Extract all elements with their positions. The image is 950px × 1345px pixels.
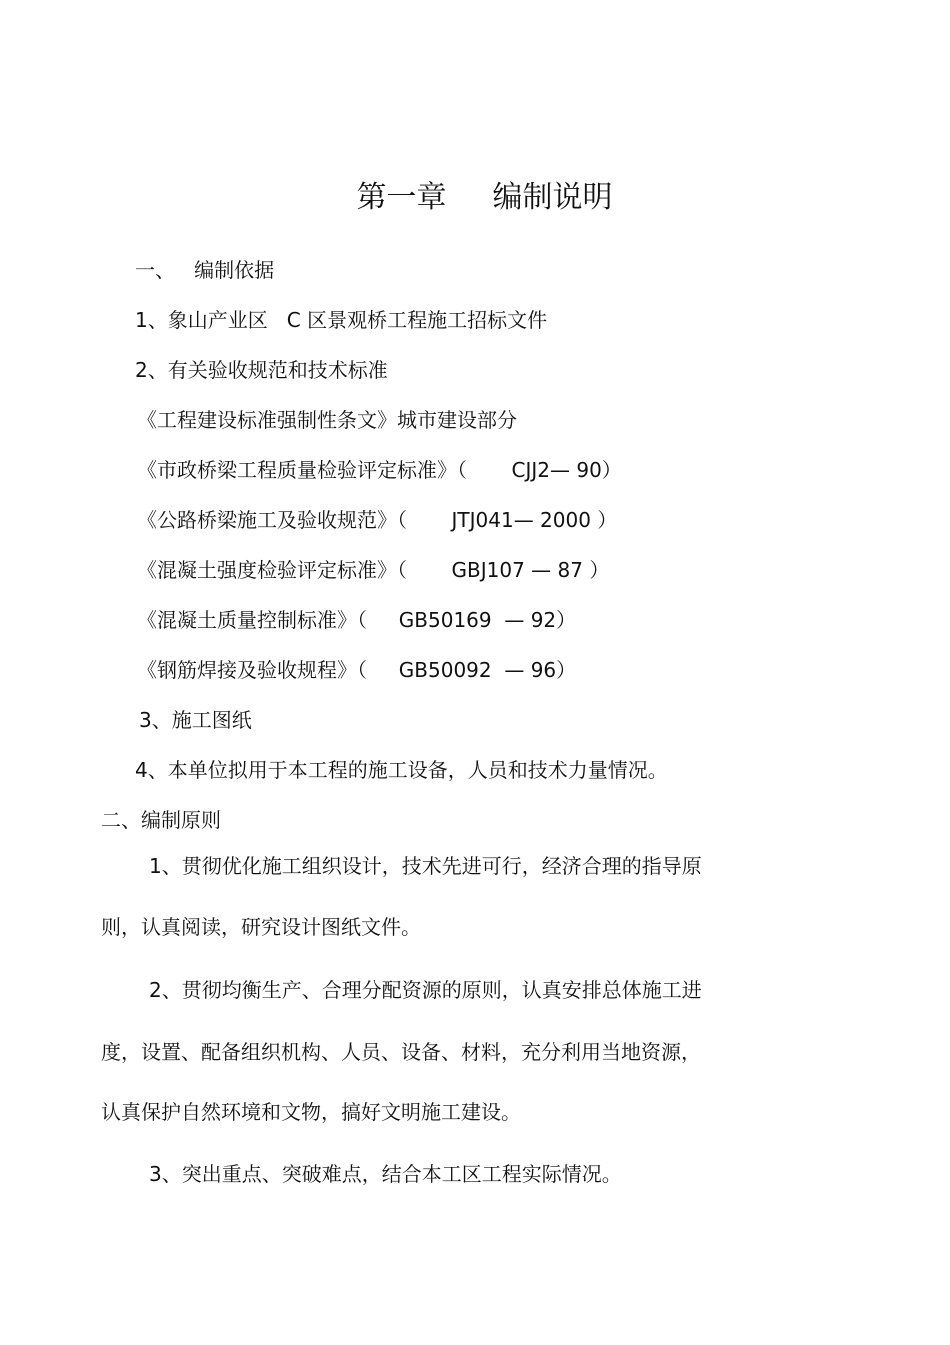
- standard-item: 《公路桥梁施工及验收规范》（ JTJ041— 2000 ）: [137, 508, 618, 532]
- chapter-name: 编制说明: [492, 180, 613, 215]
- chapter-title: [0, 144, 950, 216]
- principle-2-line-3: 认真保护自然环境和文物，搞好文明施工建设。: [101, 1100, 521, 1124]
- basis-item-2: 2、有关验收规范和技术标准: [135, 358, 388, 382]
- principle-2-line-1: 2、贯彻均衡生产、合理分配资源的原则，认真安排总体施工进: [149, 978, 702, 1002]
- section-heading-basis: 一、 编制依据: [135, 258, 275, 282]
- basis-item-4: 4、本单位拟用于本工程的施工设备，人员和技术力量情况。: [135, 758, 668, 782]
- principle-1-line-1: 1、贯彻优化施工组织设计，技术先进可行，经济合理的指导原: [149, 854, 702, 878]
- standard-item: 《市政桥梁工程质量检验评定标准》（ CJJ2— 90）: [137, 458, 622, 482]
- section-heading-principles: 二、编制原则: [101, 808, 221, 832]
- basis-item-1: 1、象山产业区 C 区景观桥工程施工招标文件: [135, 308, 548, 332]
- standard-item: 《钢筋焊接及验收规程》（ GB50092 — 96）: [137, 658, 577, 682]
- standard-item: 《混凝土质量控制标准》（ GB50169 — 92）: [137, 608, 577, 632]
- chapter-number: 第一章: [356, 180, 447, 215]
- standard-item: 《混凝土强度检验评定标准》（ GBJ107 — 87 ）: [137, 558, 610, 582]
- principle-3: 3、突出重点、突破难点，结合本工区工程实际情况。: [149, 1162, 622, 1186]
- basis-item-3: 3、施工图纸: [139, 708, 252, 732]
- standard-item: 《工程建设标准强制性条文》城市建设部分: [137, 408, 517, 432]
- principle-1-line-2: 则，认真阅读，研究设计图纸文件。: [101, 915, 421, 939]
- principle-2-line-2: 度，设置、配备组织机构、人员、设备、材料，充分利用当地资源，: [101, 1040, 701, 1064]
